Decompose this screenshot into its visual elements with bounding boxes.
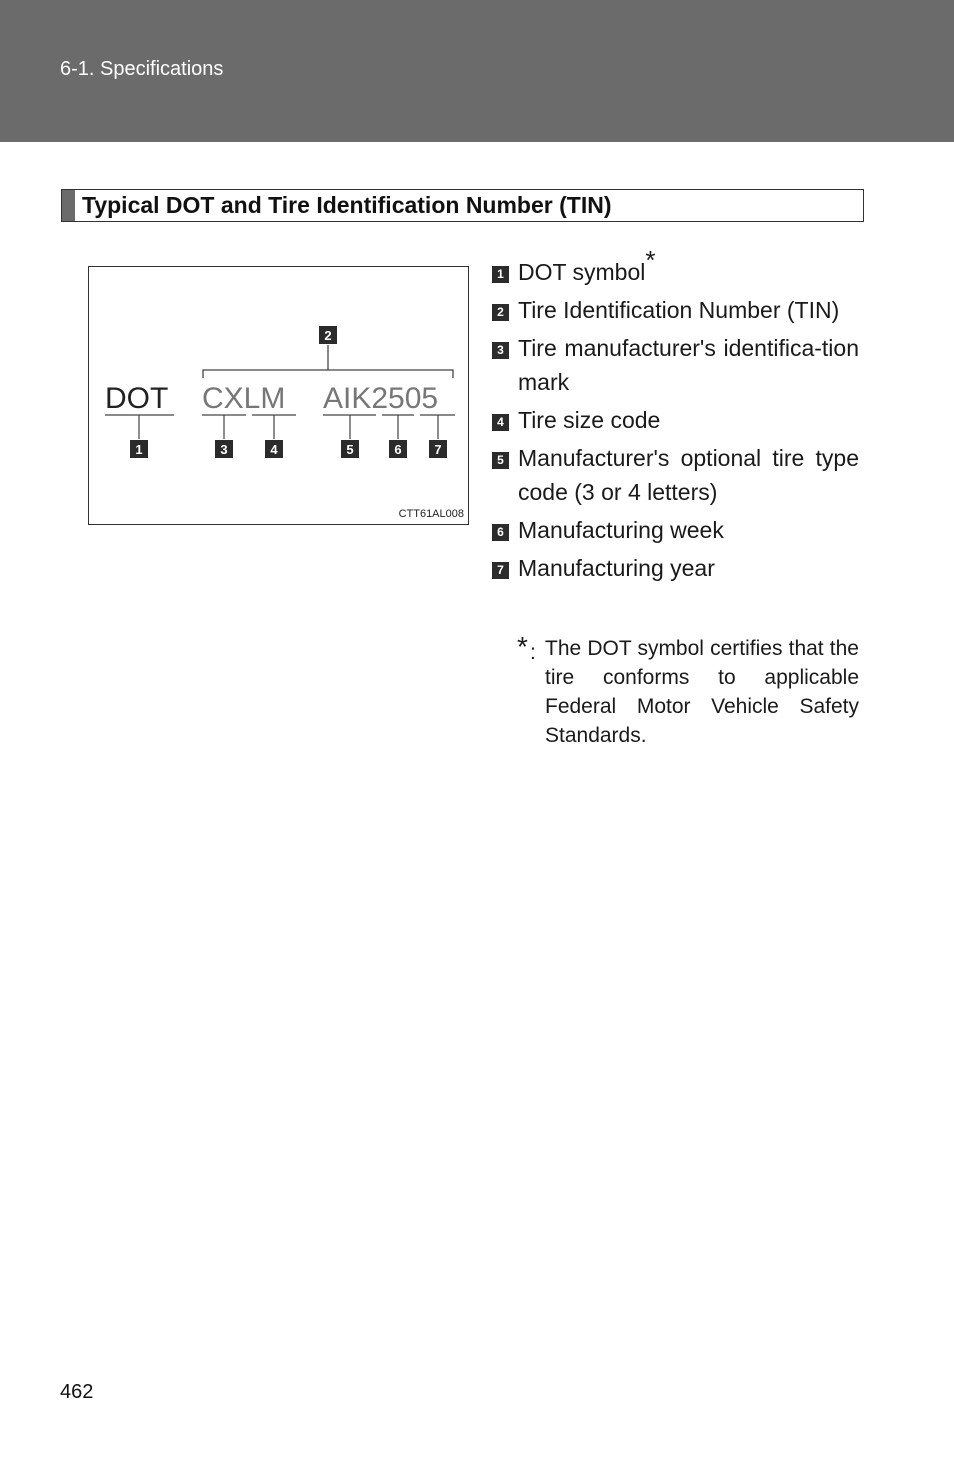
- item-text: Manufacturing week: [518, 517, 724, 543]
- item-text: Tire size code: [518, 407, 661, 433]
- figure-code: CTT61AL008: [398, 508, 464, 520]
- svg-text:6: 6: [394, 442, 402, 457]
- item-number-badge: 5: [492, 452, 509, 469]
- diagram-svg: [89, 267, 470, 526]
- item-text: Tire Identification Number (TIN): [518, 297, 840, 323]
- legend-list: [492, 245, 859, 589]
- item-number-badge: 7: [492, 562, 509, 579]
- page-number: 462: [60, 1381, 94, 1403]
- svg-text:3: 3: [220, 442, 228, 457]
- callout-5: [341, 440, 359, 458]
- callout-1: [130, 440, 148, 458]
- group1-text: CXLM: [202, 382, 286, 415]
- list-item: [492, 513, 859, 547]
- asterisk-mark: *: [645, 245, 656, 276]
- callout-2: [319, 326, 337, 344]
- section-title: [61, 189, 864, 222]
- item-number-badge: 2: [492, 304, 509, 321]
- item-number-badge: 4: [492, 414, 509, 431]
- dot-text: DOT: [105, 382, 169, 415]
- item-number-badge: 3: [492, 342, 509, 359]
- footnote-asterisk: *: [517, 631, 528, 662]
- footnote: [517, 631, 859, 750]
- svg-text:2: 2: [324, 328, 332, 343]
- item-text: Tire manufacturer's identifica-tion mark: [518, 335, 859, 395]
- item-number-badge: 6: [492, 524, 509, 541]
- list-item: [492, 293, 859, 327]
- group2-text: AIK2505: [323, 382, 439, 415]
- section-title-text: Typical DOT and Tire Identification Number (TIN): [82, 192, 612, 218]
- list-item: [492, 331, 859, 399]
- callout-6: [389, 440, 407, 458]
- callout-4: [265, 440, 283, 458]
- list-item: [492, 441, 859, 509]
- breadcrumb: 6-1. Specifications: [60, 58, 224, 80]
- section-title-bar: [62, 190, 75, 221]
- svg-text:5: 5: [346, 442, 354, 457]
- svg-text:4: 4: [270, 442, 278, 457]
- svg-text:7: 7: [434, 442, 442, 457]
- item-text: Manufacturer's optional tire type code (3 or 4 letters): [518, 445, 859, 505]
- svg-text:1: 1: [135, 442, 143, 457]
- callout-3: [215, 440, 233, 458]
- tin-bracket: [203, 370, 453, 378]
- item-number-badge: 1: [492, 266, 509, 283]
- footnote-colon: :: [530, 641, 536, 664]
- footnote-text: The DOT symbol certifies that the tire conforms to applicable Federal Motor Vehicle Safety Standards.: [545, 637, 859, 747]
- callout-7: [429, 440, 447, 458]
- item-text: DOT symbol: [518, 259, 646, 285]
- tire-dot-diagram: [88, 266, 469, 525]
- list-item: [492, 403, 859, 437]
- list-item: [492, 551, 859, 585]
- item-text: Manufacturing year: [518, 555, 715, 581]
- list-item: [492, 245, 859, 289]
